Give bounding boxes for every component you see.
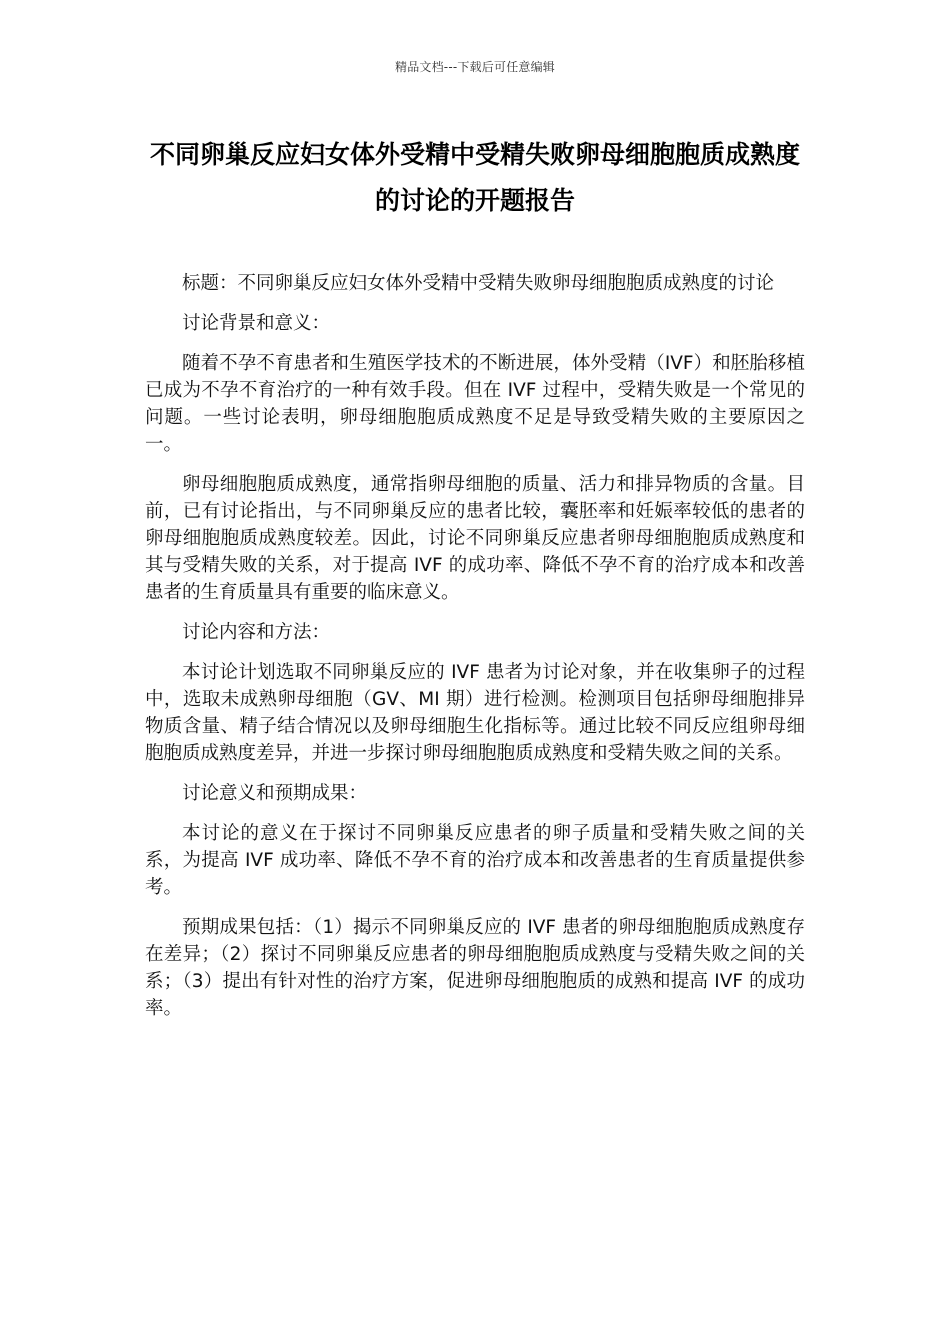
document-body xyxy=(145,270,805,1035)
heading-content-methods: 讨论内容和方法： xyxy=(182,622,331,643)
document-title: 不同卵巢反应妇女体外受精中受精失败卵母细胞胞质成熟度的讨论的开题报告 xyxy=(149,140,800,215)
paragraph-significance: 本讨论的意义在于探讨不同卵巢反应患者的卵子质量和受精失败之间的关系，为提高 IVF 成功率、降低不孕不育的治疗成本和改善患者的生育质量提供参考。 xyxy=(145,823,805,898)
heading-significance: 讨论意义和预期成果： xyxy=(182,783,368,804)
paragraph-maturity: 卵母细胞胞质成熟度，通常指卵母细胞的质量、活力和排异物质的含量。目前，已有讨论指出，与不同卵巢反应的患者比较，囊胚率和妊娠率较低的患者的卵母细胞胞质成熟度较差。因此，讨论不同卵巢反应患者卵母细胞胞质成熟度和其与受精失败的关系，对于提高 IVF 的成功率、降低不孕不育的治疗成本和改善患者的生育质量具有重要的临床意义。 xyxy=(145,474,805,603)
paragraph-subject: 标题：不同卵巢反应妇女体外受精中受精失败卵母细胞胞质成熟度的讨论 xyxy=(182,273,775,294)
paragraph-methods: 本讨论计划选取不同卵巢反应的 IVF 患者为讨论对象，并在收集卵子的过程中，选取未成熟卵母细胞（GV、MI 期）进行检测。检测项目包括卵母细胞排异物质含量、精子结合情况以及卵母细胞生化指标等。通过比较不同反应组卵母细胞胞质成熟度差异，并进一步探讨卵母细胞胞质成熟度和受精失败之间的关系。 xyxy=(145,662,805,764)
paragraph-expected-results: 预期成果包括：（1）揭示不同卵巢反应的 IVF 患者的卵母细胞胞质成熟度存在差异；（2）探讨不同卵巢反应患者的卵母细胞胞质成熟度与受精失败之间的关系；（3）提出有针对性的治疗方案，促进卵母细胞胞质的成熟和提高 IVF 的成功率。 xyxy=(145,917,805,1019)
heading-background: 讨论背景和意义： xyxy=(182,313,331,334)
paragraph-background: 随着不孕不育患者和生殖医学技术的不断进展，体外受精（IVF）和胚胎移植已成为不孕不育治疗的一种有效手段。但在 IVF 过程中，受精失败是一个常见的问题。一些讨论表明，卵母细胞胞质成熟度不足是导致受精失败的主要原因之一。 xyxy=(145,353,805,455)
page-header: 精品文档---下载后可任意编辑 xyxy=(395,60,555,74)
